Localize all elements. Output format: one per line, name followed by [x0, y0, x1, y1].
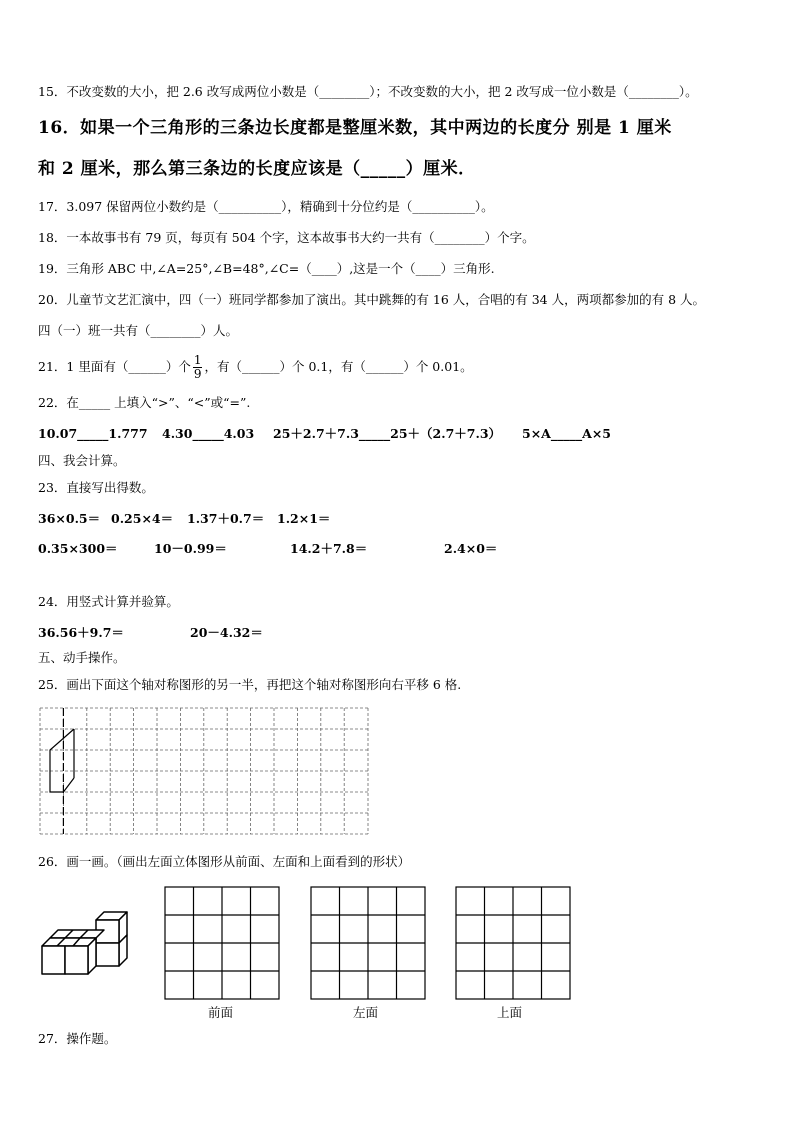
vertical-calc-item1: 36.56＋9.7＝: [38, 625, 124, 640]
fraction-numerator: 1: [193, 353, 202, 367]
question-23: 23．直接写出得数。: [38, 480, 154, 495]
question-27: 27．操作题。: [38, 1031, 117, 1046]
question-21-part-1: 21．1 里面有（______）个: [38, 359, 191, 374]
calc-row2-item4: 2.4×0＝: [444, 541, 498, 556]
question-24: 24．用竖式计算并验算。: [38, 594, 179, 609]
question-15: 15．不改变数的大小，把 2.6 改写成两位小数是（________）；不改变数的大小，把 2 改写成一位小数是（________）。: [38, 84, 698, 99]
question-22: 22．在_____ 上填入“>”、“<”或“=”.: [38, 395, 251, 410]
calc-row1-item2: 0.25×4＝: [111, 511, 174, 526]
stacked-cubes-figure: [40, 908, 135, 978]
compare-item-1: 10.07_____1.777: [38, 426, 148, 441]
question-19: 19．三角形 ABC 中,∠A=25°,∠B=48°,∠C=（____）,这是一个（____）三角形.: [38, 261, 495, 276]
vertical-calc-item2: 20－4.32＝: [190, 625, 263, 640]
question-21: [38, 352, 473, 382]
calc-row2-item2: 10－0.99＝: [154, 541, 227, 556]
compare-item-3: 25＋2.7＋7.3_____25＋（2.7＋7.3）: [273, 426, 502, 441]
question-20-line-2: 四（一）班一共有（________）人。: [38, 323, 239, 338]
front-view-label: 前面: [208, 1005, 234, 1020]
left-view-label: 左面: [353, 1005, 379, 1020]
top-view-grid: [456, 887, 572, 1001]
symmetry-grid: [40, 708, 370, 838]
question-21-part-2: ，有（______）个 0.1，有（______）个 0.01。: [204, 359, 473, 374]
question-26: 26．画一画。（画出左面立体图形从前面、左面和上面看到的形状）: [38, 854, 411, 869]
compare-item-2: 4.30_____4.03: [162, 426, 255, 441]
front-view-grid: [165, 887, 281, 1001]
question-20-line-1: 20．儿童节文艺汇演中，四（一）班同学都参加了演出。其中跳舞的有 16 人，合唱的有 34 人，两项都参加的有 8 人。: [38, 292, 706, 307]
compare-item-4: 5×A_____A×5: [522, 426, 611, 441]
calc-row1-item1: 36×0.5＝: [38, 511, 101, 526]
section-5-title: 五、动手操作。: [38, 650, 126, 665]
calc-row2-item3: 14.2＋7.8＝: [290, 541, 368, 556]
question-16-line-1: 16．如果一个三角形的三条边长度都是整厘米数，其中两边的长度分 别是 1 厘米: [38, 118, 672, 138]
calc-row2-item1: 0.35×300＝: [38, 541, 118, 556]
section-4-title: 四、我会计算。: [38, 453, 126, 468]
top-view-label: 上面: [497, 1005, 523, 1020]
question-17: 17．3.097 保留两位小数约是（__________），精确到十分位约是（__________）。: [38, 199, 494, 214]
question-25: 25．画出下面这个轴对称图形的另一半，再把这个轴对称图形向右平移 6 格.: [38, 677, 462, 692]
fraction-one-ninth: [193, 354, 203, 381]
left-view-grid: [311, 887, 427, 1001]
question-16-line-2: 和 2 厘米，那么第三条边的长度应该是（_____）厘米．: [38, 159, 476, 179]
question-18: 18．一本故事书有 79 页，每页有 504 个字，这本故事书大约一共有（________）个字。: [38, 230, 535, 245]
calc-row1-item3: 1.37＋0.7＝: [187, 511, 265, 526]
calc-row1-item4: 1.2×1＝: [277, 511, 331, 526]
fraction-denominator: 9: [193, 367, 202, 381]
